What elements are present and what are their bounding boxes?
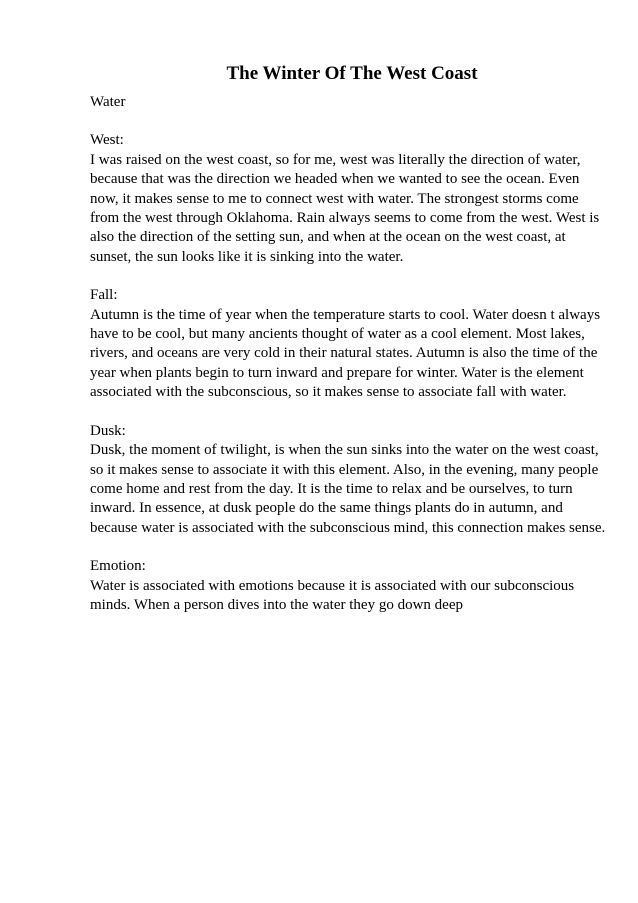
document-subject: Water — [90, 94, 126, 110]
paragraph-line: come home and rest from the day. It is the time to relax and be ourselves, to turn — [90, 480, 573, 497]
section-heading: Fall: — [90, 287, 118, 304]
section-heading: Dusk: — [90, 422, 126, 439]
section-heading: Emotion: — [90, 558, 146, 575]
paragraph-line: have to be cool, but many ancients thought of water as a cool element. Most lakes, — [90, 326, 585, 343]
document-page — [90, 62, 606, 634]
paragraph-line: also the direction of the setting sun, and when at the ocean on the west coast, at — [90, 229, 566, 246]
paragraph-line: minds. When a person dives into the water they go down deep — [90, 596, 463, 613]
paragraph-line: so it makes sense to associate it with this element. Also, in the evening, many people — [90, 461, 599, 478]
paragraph-line: sunset, the sun looks like it is sinking into the water. — [90, 248, 404, 265]
section-dusk — [90, 422, 606, 538]
paragraph-line: inward. In essence, at dusk people do the same things plants do in autumn, and — [90, 500, 563, 517]
section-heading: West: — [90, 132, 124, 149]
paragraph-line: associated with the subconscious, so it makes sense to associate fall with water. — [90, 384, 567, 401]
section-fall — [90, 286, 600, 402]
paragraph-line: Dusk, the moment of twilight, is when the sun sinks into the water on the west coast, — [90, 442, 599, 459]
paragraph-line: year when plants begin to turn inward and prepare for winter. Water is the element — [90, 364, 584, 381]
paragraph-line: I was raised on the west coast, so for me, west was literally the direction of water, — [90, 151, 581, 168]
paragraph-line: because water is associated with the subconscious mind, this connection makes sense. — [90, 519, 606, 536]
paragraph-line: now, it makes sense to me to connect west with water. The strongest storms come — [90, 190, 579, 207]
paragraph-line: because that was the direction we headed when we wanted to see the ocean. Even — [90, 171, 580, 188]
section-emotion — [90, 557, 600, 615]
paragraph-line: Water is associated with emotions because it is associated with our subconscious — [90, 577, 575, 594]
paragraph-line: Autumn is the time of year when the temperature starts to cool. Water doesn t always — [90, 306, 601, 323]
section-west — [90, 131, 600, 267]
paragraph-line: from the west through Oklahoma. Rain always seems to come from the west. West is — [90, 210, 600, 227]
document-title: The Winter Of The West Coast — [226, 63, 478, 84]
paragraph-line: rivers, and oceans are very cold in their natural states. Autumn is also the time of the — [90, 345, 598, 362]
